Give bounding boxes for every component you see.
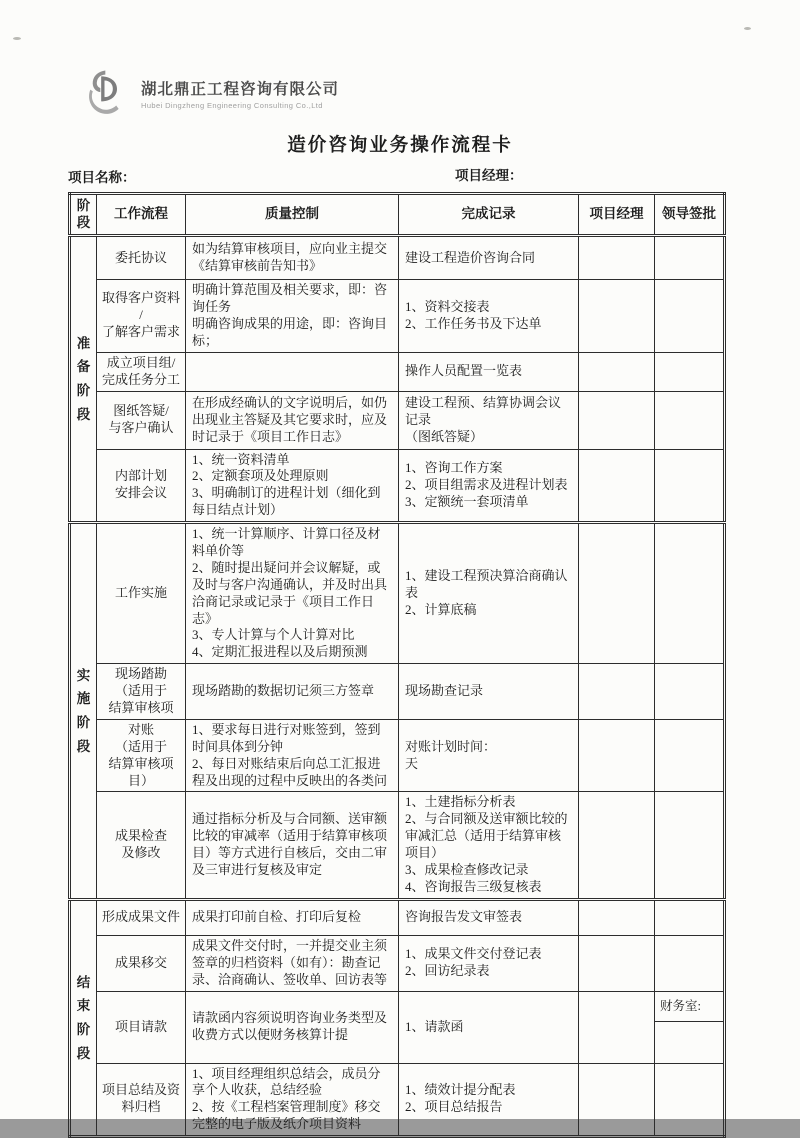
project-manager-label: 项目经理：: [455, 168, 523, 183]
header-quality: 质量控制: [186, 194, 399, 236]
workflow-cell: 内部计划 安排会议: [97, 449, 186, 523]
completion-record-cell: 咨询报告发文审签表: [399, 899, 579, 935]
table-row: [70, 352, 725, 391]
workflow-cell: 成立项目组/ 完成任务分工: [97, 352, 186, 391]
table-row: [70, 935, 725, 991]
scan-artifact: [13, 37, 21, 40]
table-row: [70, 280, 725, 353]
company-name-english: Hubei Dingzheng Engineering Consulting Co.,Ltd: [141, 100, 323, 110]
completion-record-cell: 1、建设工程预决算洽商确认表 2、计算底稿: [399, 523, 579, 664]
workflow-cell: 项目总结及资 料归档: [97, 1063, 186, 1137]
finance-room-label: 财务室:: [655, 992, 723, 1022]
leader-approval-cell: [655, 449, 725, 523]
flow-table: [68, 192, 726, 1138]
quality-control-cell: 1、项目经理组织总结会，成员分享个人收获，总结经验 2、按《工程档案管理制度》移交完整的电子版及纸介项目资料: [186, 1063, 399, 1137]
company-logo-icon: [82, 68, 132, 118]
quality-control-cell: [186, 352, 399, 391]
leader-approval-cell: [655, 391, 725, 449]
completion-record-cell: 对账计划时间： 天: [399, 719, 579, 792]
project-manager-cell: [579, 523, 655, 664]
quality-control-cell: 1、统一计算顺序、计算口径及材料单价等 2、随时提出疑问并会议解疑，或及时与客户沟通确认，并及时出具洽商记录或记录于《项目工作日志》 3、专人计算与个人计算对比 4、定期汇报进程以及后期预测: [186, 523, 399, 664]
header-manager: 项目经理: [579, 194, 655, 236]
workflow-cell: 工作实施: [97, 523, 186, 664]
table-header-row: [70, 194, 725, 236]
project-manager-cell: [579, 935, 655, 991]
workflow-cell: 项目请款: [97, 991, 186, 1063]
project-manager-cell: [579, 1063, 655, 1137]
table-row: [70, 792, 725, 899]
finance-room-blank: [655, 1022, 723, 1060]
project-manager-cell: [579, 792, 655, 899]
leader-approval-cell: [655, 352, 725, 391]
project-manager-cell: [579, 391, 655, 449]
quality-control-cell: 在形成经确认的文字说明后，如仍出现业主答疑及其它要求时，应及时记录于《项目工作日志》: [186, 391, 399, 449]
leader-approval-cell: [655, 899, 725, 935]
scan-artifact: [744, 27, 751, 30]
project-manager-cell: [579, 280, 655, 353]
completion-record-cell: 操作人员配置一览表: [399, 352, 579, 391]
completion-record-cell: 1、咨询工作方案 2、项目组需求及进程计划表 3、定额统一套项清单: [399, 449, 579, 523]
table-row: [70, 719, 725, 792]
completion-record-cell: 1、请款函: [399, 991, 579, 1063]
completion-record-cell: 1、资料交接表 2、工作任务书及下达单: [399, 280, 579, 353]
completion-record-cell: 1、成果文件交付登记表 2、回访纪录表: [399, 935, 579, 991]
workflow-cell: 成果移交: [97, 935, 186, 991]
project-manager-cell: [579, 449, 655, 523]
project-name-label: 项目名称：: [68, 170, 136, 185]
completion-record-cell: 建设工程预、结算协调会议记录 （图纸答疑）: [399, 391, 579, 449]
project-manager-cell: [579, 664, 655, 720]
completion-record-cell: 现场勘查记录: [399, 664, 579, 720]
quality-control-cell: 明确计算范围及相关要求，即：咨询任务 明确咨询成果的用途，即：咨询目标；: [186, 280, 399, 353]
stage-label: 准备阶段: [70, 236, 97, 523]
project-manager-cell: [579, 719, 655, 792]
stage-label: 实施阶段: [70, 523, 97, 900]
table-row: [70, 991, 725, 1063]
company-logo: [82, 68, 339, 118]
table-row: [70, 523, 725, 664]
leader-approval-cell: [655, 719, 725, 792]
project-manager-cell: [579, 236, 655, 280]
header-stage: 阶段: [70, 194, 97, 236]
table-row: [70, 236, 725, 280]
page-title: 造价咨询业务操作流程卡: [287, 136, 513, 156]
workflow-cell: 现场踏勘 （适用于 结算审核项: [97, 664, 186, 720]
project-manager-cell: [579, 899, 655, 935]
leader-approval-cell: [655, 935, 725, 991]
quality-control-cell: 请款函内容须说明咨询业务类型及收费方式以便财务核算计提: [186, 991, 399, 1063]
workflow-cell: 形成成果文件: [97, 899, 186, 935]
quality-control-cell: 通过指标分析及与合同额、送审额比较的审减率（适用于结算审核项目）等方式进行自核后，交由二审及三审进行复核及审定: [186, 792, 399, 899]
table-row: [70, 899, 725, 935]
leader-approval-cell: [655, 280, 725, 353]
stage-label: 结束阶段: [70, 899, 97, 1136]
quality-control-cell: 1、要求每日进行对账签到，签到时间具体到分钟 2、每日对账结束后向总工汇报进程及出现的过程中反映出的各类问: [186, 719, 399, 792]
project-manager-cell: [579, 352, 655, 391]
workflow-cell: 委托协议: [97, 236, 186, 280]
table-row: [70, 1063, 725, 1137]
quality-control-cell: 成果文件交付时，一并提交业主须签章的归档资料（如有）：勘查记录、洽商确认、签收单、回访表等: [186, 935, 399, 991]
leader-approval-cell: [655, 523, 725, 664]
completion-record-cell: 1、绩效计提分配表 2、项目总结报告: [399, 1063, 579, 1137]
quality-control-cell: 成果打印前自检、打印后复检: [186, 899, 399, 935]
header-workflow: 工作流程: [97, 194, 186, 236]
workflow-cell: 对账 （适用于 结算审核项 目）: [97, 719, 186, 792]
header-record: 完成记录: [399, 194, 579, 236]
leader-approval-cell: [655, 792, 725, 899]
workflow-cell: 取得客户资料 / 了解客户需求: [97, 280, 186, 353]
leader-approval-cell: [655, 664, 725, 720]
company-name: 湖北鼎正工程咨询有限公司: [141, 80, 340, 98]
leader-approval-cell: [655, 991, 725, 1063]
leader-approval-cell: [655, 1063, 725, 1137]
table-row: [70, 664, 725, 720]
table-row: [70, 391, 725, 449]
header-approval: 领导签批: [655, 194, 725, 236]
quality-control-cell: 1、统一资料清单 2、定额套项及处理原则 3、明确制订的进程计划（细化到每日结点计划）: [186, 449, 399, 523]
quality-control-cell: 现场踏勘的数据切记须三方签章: [186, 664, 399, 720]
workflow-cell: 图纸答疑/ 与客户确认: [97, 391, 186, 449]
project-manager-cell: [579, 991, 655, 1063]
leader-approval-cell: [655, 236, 725, 280]
completion-record-cell: 建设工程造价咨询合同: [399, 236, 579, 280]
table-row: [70, 449, 725, 523]
completion-record-cell: 1、土建指标分析表 2、与合同额及送审额比较的审减汇总（适用于结算审核项目） 3、成果检查修改记录 4、咨询报告三级复核表: [399, 792, 579, 899]
workflow-cell: 成果检查 及修改: [97, 792, 186, 899]
flow-table-body: [70, 236, 725, 1137]
quality-control-cell: 如为结算审核项目，应向业主提交《结算审核前告知书》: [186, 236, 399, 280]
